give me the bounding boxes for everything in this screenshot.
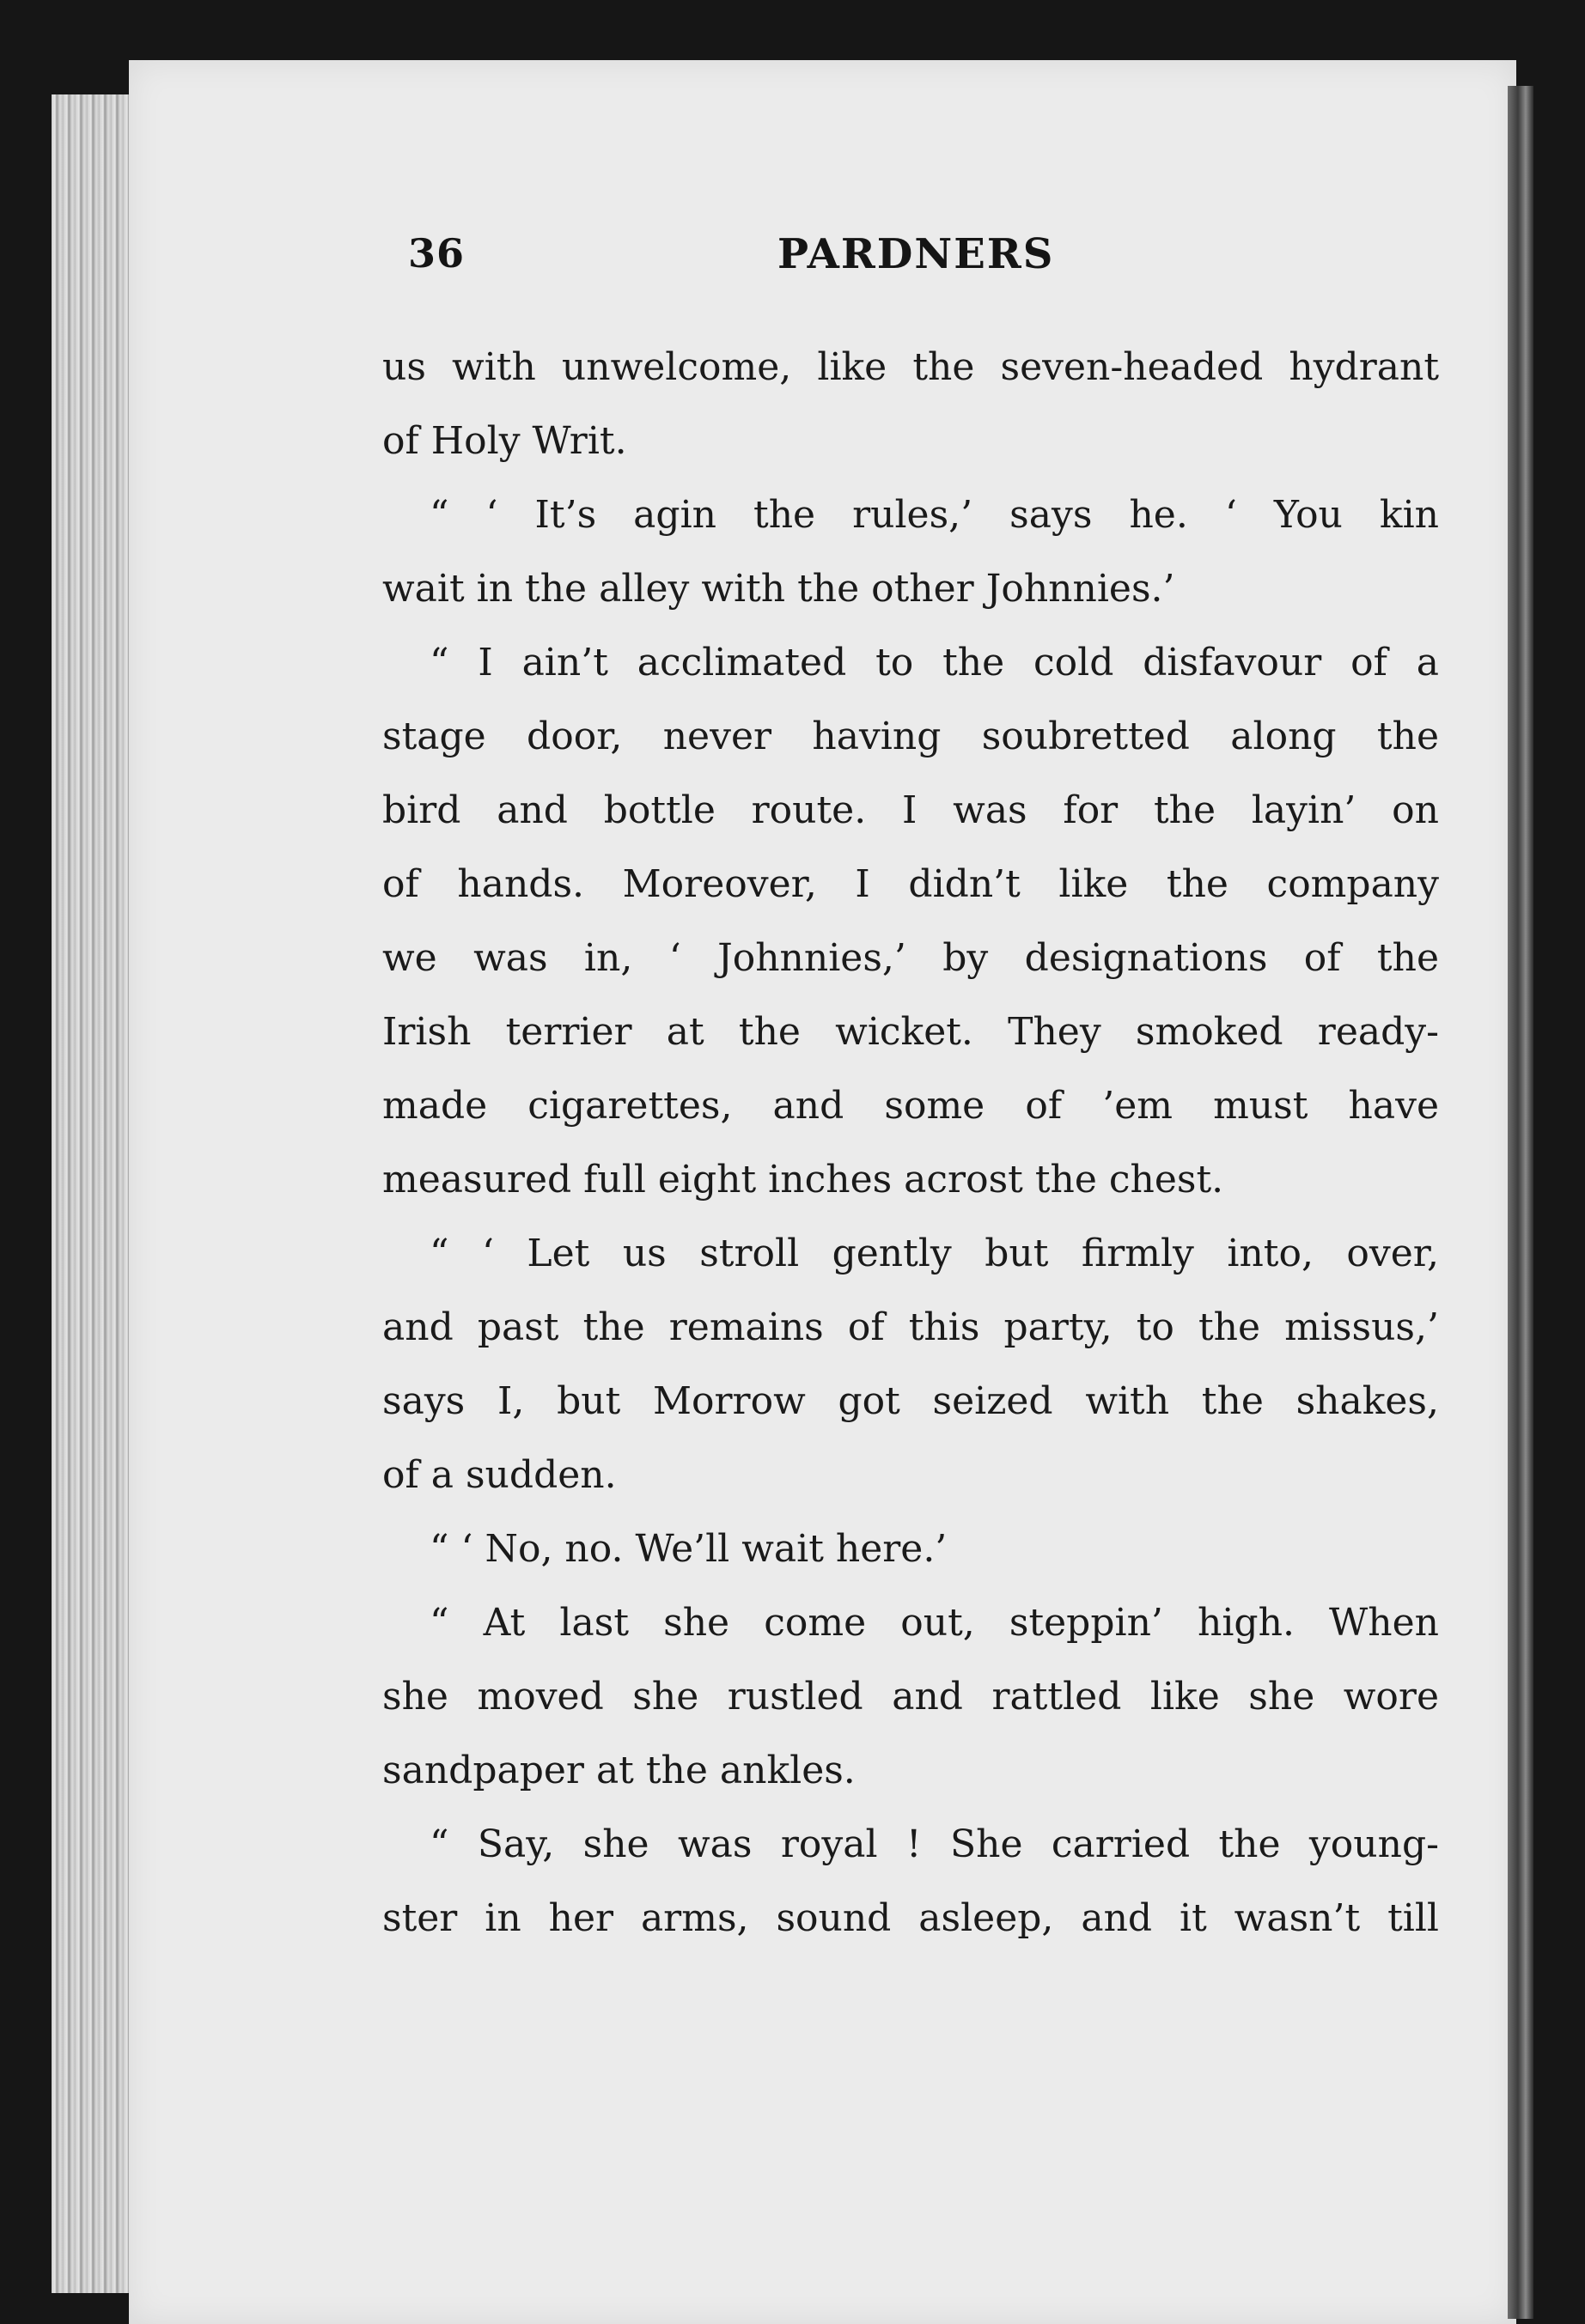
text-line: us with unwelcome, like the seven-headed hydrant [382,345,1439,389]
text-line: and past the remains of this party, to the missus,’ [382,1305,1439,1349]
text-line: bird and bottle route. I was for the layin’ on [382,788,1439,832]
page-number: 36 [408,230,466,277]
text-line: says I, but Morrow got seized with the shakes, [382,1379,1439,1423]
text-line: wait in the alley with the other Johnnies.’ [382,567,1175,611]
text-line: Irish terrier at the wicket. They smoked ready- [382,1010,1439,1054]
text-line: “ ‘ No, no. We’ll wait here.’ [430,1527,948,1571]
running-head [408,230,1061,290]
text-line: ster in her arms, sound asleep, and it wasn’t till [382,1896,1439,1940]
text-line: “ ‘ Let us stroll gently but firmly into, over, [430,1232,1439,1275]
text-line: “ At last she come out, steppin’ high. When [430,1601,1439,1645]
text-line: measured full eight inches acrost the chest. [382,1158,1224,1202]
text-line: sandpaper at the ankles. [382,1749,856,1792]
page-binding-edge [1508,86,1533,2319]
text-line: made cigarettes, and some of ’em must have [382,1084,1439,1128]
text-line: of a sudden. [382,1453,617,1497]
text-line: of hands. Moreover, I didn’t like the company [382,862,1439,906]
text-line: “ Say, she was royal ! She carried the young- [430,1822,1439,1866]
text-line: she moved she rustled and rattled like she wore [382,1675,1439,1719]
text-line: stage door, never having soubretted along the [382,715,1439,758]
text-line: “ I ain’t acclimated to the cold disfavour of a [430,641,1439,684]
text-line: “ ‘ It’s agin the rules,’ says he. ‘ You kin [430,493,1439,537]
text-line: of Holy Writ. [382,419,627,463]
book-title: PARDNERS [777,230,1055,278]
body-text [382,331,1439,1956]
text-line: we was in, ‘ Johnnies,’ by designations of the [382,936,1439,980]
